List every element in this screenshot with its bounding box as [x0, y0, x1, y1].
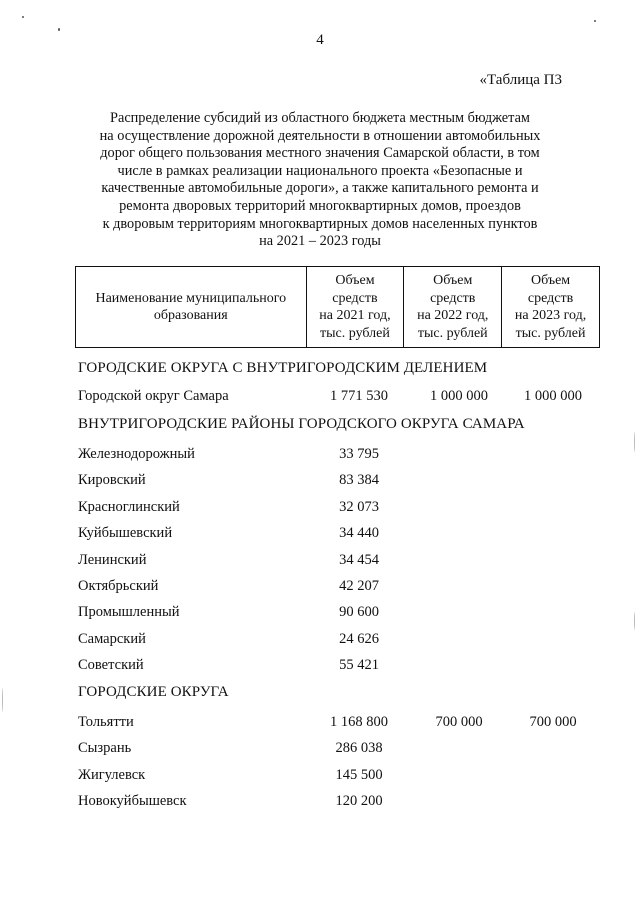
amount-2022: 700 000	[435, 714, 483, 730]
amount-2021: 1 168 800	[330, 714, 388, 730]
header-2021: Объем средств на 2021 год, тыс. рублей	[306, 267, 404, 348]
table-row	[0, 657, 640, 677]
municipality-name: Городской округ Самара	[78, 388, 229, 404]
scan-speck	[634, 612, 635, 630]
municipality-name: Самарский	[78, 630, 146, 647]
table-row	[0, 472, 640, 492]
amount-2021: 83 384	[339, 472, 379, 489]
table-row	[0, 525, 640, 545]
section-title: ГОРОДСКИЕ ОКРУГА	[78, 684, 229, 700]
table-row	[0, 499, 640, 519]
header-2022: Объем средств на 2022 год, тыс. рублей	[404, 267, 502, 348]
table-row	[0, 793, 640, 813]
section-title: ГОРОДСКИЕ ОКРУГА С ВНУТРИГОРОДСКИМ ДЕЛЕНИЕМ	[78, 360, 488, 376]
municipality-name: Тольятти	[78, 714, 134, 730]
amount-2023: 700 000	[529, 714, 577, 730]
title-line: числе в рамках реализации национального проекта «Безопасные и	[117, 162, 523, 179]
title-line: ремонта дворовых территорий многоквартирных домов, проездов	[119, 197, 521, 214]
municipality-name: Кировский	[78, 472, 146, 489]
municipality-name: Ленинский	[78, 551, 147, 568]
municipality-name: Промышленный	[78, 604, 180, 621]
title-line: на осуществление дорожной деятельности в отношении автомобильных	[99, 127, 541, 144]
title-line: Распределение субсидий из областного бюджета местным бюджетам	[110, 110, 530, 126]
header-2023: Объем средств на 2023 год, тыс. рублей	[502, 267, 600, 348]
section-title: ВНУТРИГОРОДСКИЕ РАЙОНЫ ГОРОДСКОГО ОКРУГА САМАРА	[78, 416, 525, 432]
table-label: «Таблица П3	[479, 72, 562, 88]
amount-2021: 42 207	[339, 578, 379, 594]
municipality-name: Куйбышевский	[78, 525, 173, 542]
municipality-name: Октябрьский	[78, 578, 159, 594]
amount-2021: 33 795	[339, 446, 379, 462]
amount-2021: 90 600	[339, 604, 379, 621]
table-row	[0, 714, 640, 734]
municipality-name: Сызрань	[78, 740, 132, 757]
table-header	[75, 266, 600, 348]
table-row	[0, 767, 640, 787]
amount-2021: 34 440	[339, 525, 379, 542]
municipality-name: Новокуйбышевск	[78, 793, 187, 810]
amount-2021: 55 421	[339, 657, 379, 674]
scan-speck	[58, 28, 60, 31]
scan-speck	[594, 20, 596, 22]
amount-2021: 32 073	[339, 498, 379, 515]
table-row	[0, 578, 640, 598]
page-number: 4	[316, 32, 324, 48]
table-row	[0, 388, 640, 408]
amount-2021: 286 038	[335, 740, 383, 757]
amount-2021: 145 500	[335, 766, 383, 783]
table-row	[0, 446, 640, 466]
table-row	[0, 740, 640, 760]
amount-2021: 34 454	[339, 551, 379, 568]
amount-2021: 120 200	[335, 793, 383, 810]
scan-speck	[2, 688, 3, 712]
municipality-name: Советский	[78, 657, 144, 674]
document-title	[70, 110, 570, 251]
amount-2021: 1 771 530	[330, 388, 388, 404]
table-row	[0, 631, 640, 651]
table-row	[0, 604, 640, 624]
table-row	[0, 552, 640, 572]
title-line: дорог общего пользования местного значения Самарской области, в том	[100, 145, 540, 162]
title-line: на 2021 – 2023 годы	[259, 233, 381, 250]
header-name: Наименование муниципального образования	[76, 267, 307, 348]
municipality-name: Жигулевск	[78, 766, 146, 783]
scan-speck	[634, 432, 635, 452]
amount-2022: 1 000 000	[430, 388, 488, 404]
title-line: к дворовым территориям многоквартирных домов населенных пунктов	[102, 215, 538, 232]
scan-speck	[22, 16, 24, 18]
title-line: качественные автомобильные дороги», а также капитального ремонта и	[101, 180, 539, 197]
amount-2021: 24 626	[339, 630, 379, 647]
amount-2023: 1 000 000	[524, 388, 582, 404]
municipality-name: Красноглинский	[78, 498, 180, 515]
municipality-name: Железнодорожный	[78, 446, 195, 462]
